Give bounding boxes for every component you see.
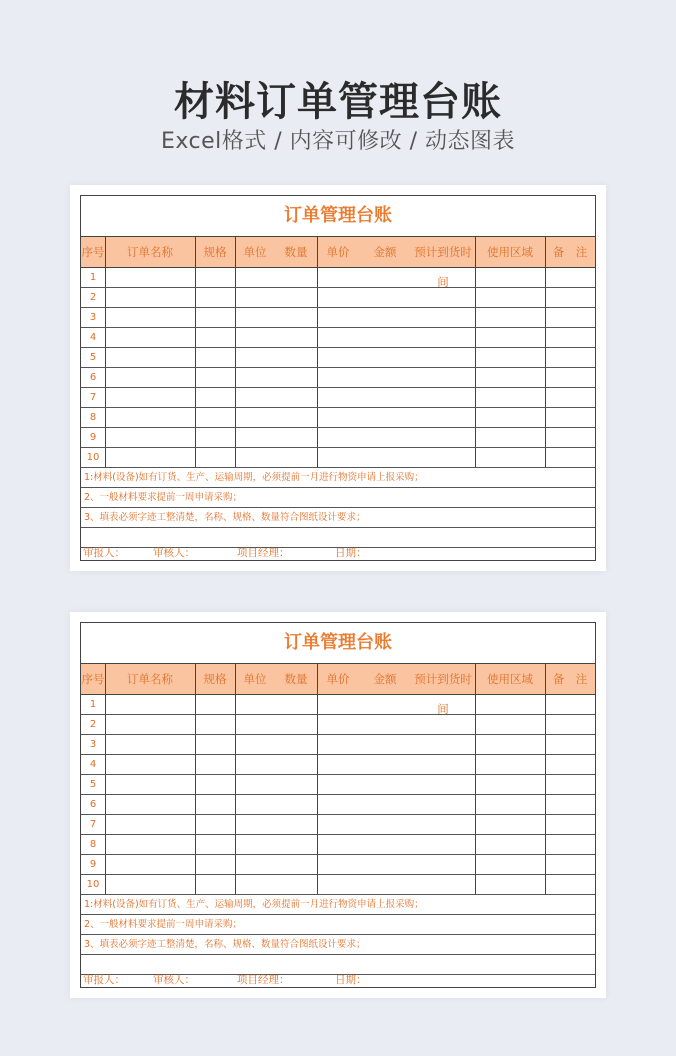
header-amount: 金额 <box>373 245 397 259</box>
row-number: 3 <box>89 312 97 323</box>
row-number: 7 <box>89 819 97 830</box>
sheet-preview-1 <box>70 185 606 571</box>
header-quantity: 数量 <box>284 245 308 259</box>
table-row <box>81 875 595 895</box>
header-expected-arrival: 预计到货时间 <box>414 672 472 716</box>
signature-reviewer: 审核人： <box>153 974 195 986</box>
table-row <box>81 815 595 835</box>
signature-reviewer: 审核人： <box>153 547 195 559</box>
header-remarks: 备 注 <box>552 245 588 259</box>
table-row <box>81 308 595 328</box>
header-unit-price: 单价 <box>326 245 350 259</box>
note-line: 2、一般材料要求提前一周申请采购； <box>81 915 595 935</box>
note-line: 1:材料(设备)如有订货、生产、运输周期，必须提前一月进行物资申请上报采购； <box>81 468 595 488</box>
note-line: 1:材料(设备)如有订货、生产、运输周期，必须提前一月进行物资申请上报采购； <box>81 895 595 915</box>
sheet-table <box>80 622 596 988</box>
header-spec: 规格 <box>203 672 227 686</box>
header-index: 序号 <box>81 245 105 259</box>
header-amount: 金额 <box>373 672 397 686</box>
row-number: 1 <box>89 699 97 710</box>
signature-project-manager: 项目经理： <box>237 974 290 986</box>
header-order-name: 订单名称 <box>127 245 173 259</box>
table-row <box>81 755 595 775</box>
header-unit-price: 单价 <box>326 672 350 686</box>
table-row <box>81 835 595 855</box>
row-number: 10 <box>86 879 100 890</box>
table-row <box>81 408 595 428</box>
row-number: 9 <box>89 432 97 443</box>
row-number: 2 <box>89 719 97 730</box>
table-row <box>81 348 595 368</box>
sheet-title: 订单管理台账 <box>284 632 392 653</box>
header-index: 序号 <box>81 672 105 686</box>
table-row <box>81 388 595 408</box>
row-number: 9 <box>89 859 97 870</box>
sheet-preview-2 <box>70 612 606 998</box>
table-row <box>81 695 595 715</box>
row-number: 1 <box>89 272 97 283</box>
header-quantity: 数量 <box>284 672 308 686</box>
row-number: 5 <box>89 352 97 363</box>
note-line <box>81 955 595 975</box>
signature-reporter: 审报人： <box>83 974 125 986</box>
header-row <box>81 236 595 289</box>
table-row <box>81 775 595 795</box>
header-unit: 单位 <box>243 672 267 686</box>
note-line <box>81 528 595 548</box>
header-row <box>81 663 595 716</box>
header-expected-arrival: 预计到货时间 <box>414 245 472 289</box>
sheet-title: 订单管理台账 <box>284 205 392 226</box>
sheet-table <box>80 195 596 561</box>
table-row <box>81 288 595 308</box>
header-usage-area: 使用区域 <box>487 672 533 686</box>
row-number: 2 <box>89 292 97 303</box>
row-number: 5 <box>89 779 97 790</box>
header-unit: 单位 <box>243 245 267 259</box>
table-row <box>81 448 595 468</box>
table-row <box>81 735 595 755</box>
table-row <box>81 428 595 448</box>
note-line: 3、填表必须字迹工整清楚，名称、规格、数量符合图纸设计要求； <box>81 508 595 528</box>
signature-reporter: 审报人： <box>83 547 125 559</box>
signature-date: 日期： <box>335 974 367 986</box>
row-number: 3 <box>89 739 97 750</box>
row-number: 4 <box>89 759 97 770</box>
note-line: 2、一般材料要求提前一周申请采购； <box>81 488 595 508</box>
table-row <box>81 715 595 735</box>
row-number: 10 <box>86 452 100 463</box>
header-spec: 规格 <box>203 245 227 259</box>
page-title: 材料订单管理台账 <box>174 79 502 125</box>
row-number: 6 <box>89 799 97 810</box>
table-row <box>81 368 595 388</box>
signature-date: 日期： <box>335 547 367 559</box>
signature-project-manager: 项目经理： <box>237 547 290 559</box>
note-line: 3、填表必须字迹工整清楚，名称、规格、数量符合图纸设计要求； <box>81 935 595 955</box>
row-number: 4 <box>89 332 97 343</box>
row-number: 6 <box>89 372 97 383</box>
header-usage-area: 使用区域 <box>487 245 533 259</box>
table-row <box>81 795 595 815</box>
table-row <box>81 328 595 348</box>
row-number: 8 <box>89 839 97 850</box>
header-remarks: 备 注 <box>552 672 588 686</box>
table-row <box>81 855 595 875</box>
row-number: 7 <box>89 392 97 403</box>
header-order-name: 订单名称 <box>127 672 173 686</box>
row-number: 8 <box>89 412 97 423</box>
page-subtitle: Excel格式 / 内容可修改 / 动态图表 <box>160 129 516 154</box>
table-row <box>81 268 595 288</box>
